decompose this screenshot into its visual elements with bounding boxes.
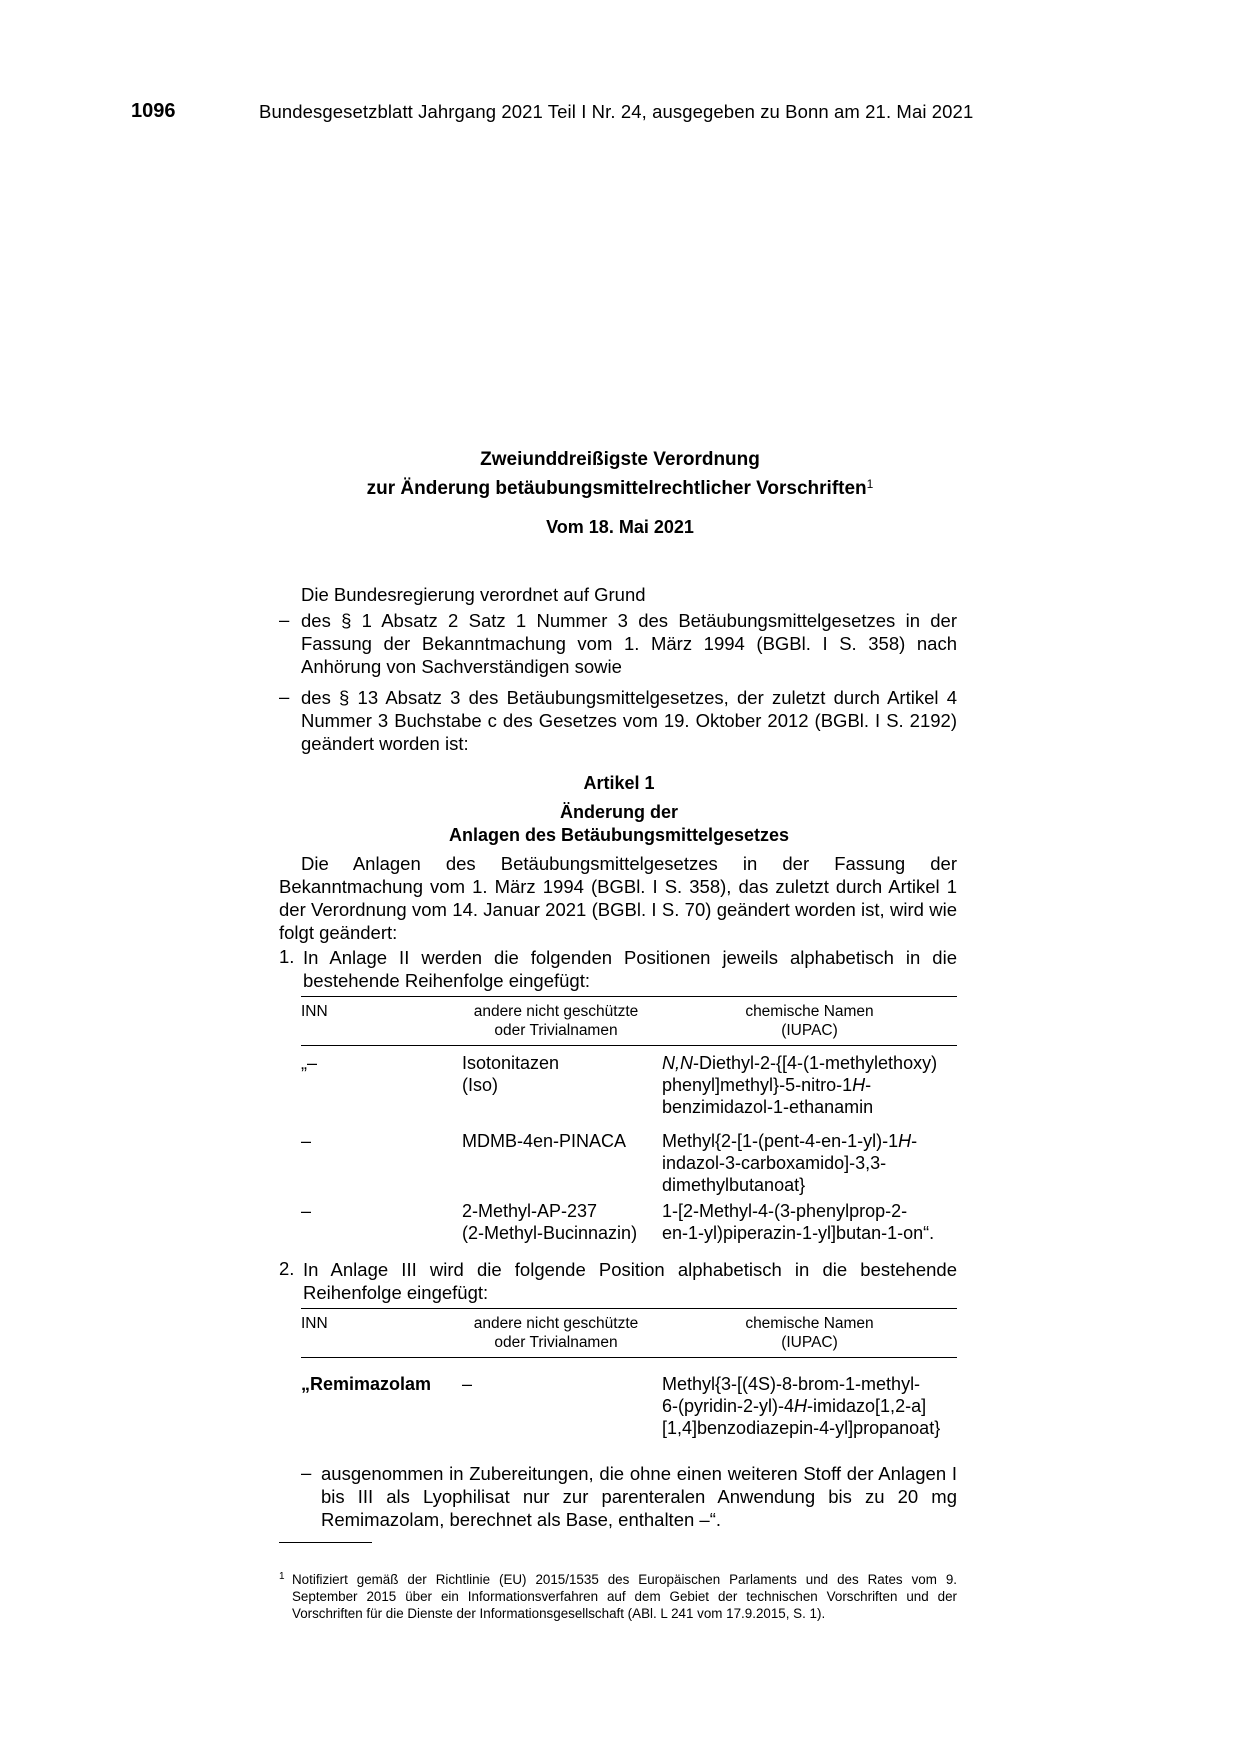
item-number: 1.	[279, 946, 295, 967]
footnote-separator	[279, 1542, 372, 1543]
table-rule	[301, 996, 957, 997]
table-cell-chemical: Methyl{3-[(4S)-8-brom-1-methyl- 6-(pyridin-2-yl)-4H-imidazo[1,2-a] [1,4]benzodiazepin-4-yl]propanoat}	[662, 1374, 941, 1438]
table-cell-other: 2-Methyl-AP-237 (2-Methyl-Bucinnazin)	[462, 1201, 638, 1243]
table-cell-inn: –	[301, 1201, 312, 1221]
table-cell-chemical: N,N-Diethyl-2-{[4-(1-methylethoxy) phenyl]methyl}-5-nitro-1H- benzimidazol-1-ethanamin	[662, 1053, 938, 1117]
footnote-reference: 1	[866, 477, 874, 491]
footnote	[279, 1571, 957, 1622]
document-date: Vom 18. Mai 2021	[546, 517, 694, 537]
column-header-other-names: andere nicht geschützte oder Trivialnamen	[473, 1315, 639, 1351]
preamble-intro: Die Bundesregierung verordnet auf Grund	[301, 584, 646, 605]
column-header-inn: INN	[301, 1315, 328, 1332]
article-subtitle: Änderung der	[559, 802, 678, 822]
exception-text: ausgenommen in Zubereitungen, die ohne einen weiteren Stoff der Anlagen I bis III als Lyophilisat nur zur parenteralen Anwendung bis zu 20 mg Remimazolam, berechnet als Base, enthalten –“.	[321, 1463, 957, 1530]
preamble-item	[279, 609, 957, 678]
dash-marker: –	[279, 609, 290, 630]
running-head: Bundesgesetzblatt Jahrgang 2021 Teil I Nr. 24, ausgegeben zu Bonn am 21. Mai 2021	[259, 101, 974, 122]
document-title	[280, 447, 960, 501]
item-text: In Anlage II werden die folgenden Positionen jeweils alphabetisch in die bestehende Reihenfolge eingefügt:	[303, 947, 957, 991]
article-body: Die Anlagen des Betäubungsmittelgesetzes in der Fassung der Bekanntmachung vom 1. März 1994 (BGBl. I S. 358), das zuletzt durch Artikel 1 der Verordnung vom 14. Januar 2021 (BGBl. I S. 70) geändert worden ist, wird wie folgt geändert:	[279, 853, 957, 943]
article-subtitle: Anlagen des Betäubungsmittelgesetzes	[448, 825, 790, 845]
footnote-mark: 1	[279, 1571, 285, 1582]
preamble-item	[279, 686, 957, 755]
table-cell-other: Isotonitazen (Iso)	[462, 1053, 560, 1095]
table-rule	[301, 1308, 957, 1309]
table-cell-other: –	[462, 1374, 473, 1394]
table-rule	[301, 1045, 957, 1046]
numbered-item	[279, 1258, 957, 1304]
preamble-item-text: des § 13 Absatz 3 des Betäubungsmittelgesetzes, der zuletzt durch Artikel 4 Nummer 3 Buchstabe c des Gesetzes vom 19. Oktober 2012 (BGBl. I S. 2192) geändert worden ist:	[301, 687, 957, 754]
item-number: 2.	[279, 1258, 295, 1279]
table-cell-inn: „Remimazolam	[301, 1374, 432, 1394]
column-header-inn: INN	[301, 1003, 328, 1020]
item-text: In Anlage III wird die folgende Position alphabetisch in die bestehende Reihenfolge eingefügt:	[303, 1259, 957, 1303]
table-rule	[301, 1357, 957, 1358]
numbered-item	[279, 946, 957, 992]
footnote-text: Notifiziert gemäß der Richtlinie (EU) 2015/1535 des Europäischen Parlaments und des Rates vom 9. September 2015 über ein Informationsverfahren auf dem Gebiet der technischen Vorschriften und der Vorschriften für die Dienste der Informationsgesellschaft (ABl. L 241 vom 17.9.2015, S. 1).	[292, 1572, 957, 1621]
page-number: 1096	[131, 100, 176, 122]
title-line-1: Zweiunddreißigste Verordnung	[480, 449, 760, 470]
dash-marker: –	[279, 686, 290, 707]
column-header-chemical-names: chemische Namen (IUPAC)	[745, 1003, 874, 1039]
dash-marker: –	[301, 1462, 312, 1483]
column-header-chemical-names: chemische Namen (IUPAC)	[745, 1315, 874, 1351]
title-line-2: zur Änderung betäubungsmittelrechtlicher Vorschriften$^1$	[366, 477, 874, 499]
table-cell-other: MDMB-4en-PINACA	[462, 1131, 627, 1151]
column-header-other-names: andere nicht geschützte oder Trivialnamen	[473, 1003, 639, 1039]
exception-clause	[301, 1462, 957, 1531]
article-title: Artikel 1	[583, 773, 655, 793]
preamble-item-text: des § 1 Absatz 2 Satz 1 Nummer 3 des Betäubungsmittelgesetzes in der Fassung der Bekanntmachung vom 1. März 1994 (BGBl. I S. 358) nach Anhörung von Sachverständigen sowie	[301, 610, 957, 677]
table-cell-chemical: 1-[2-Methyl-4-(3-phenylprop-2- en-1-yl)piperazin-1-yl]butan-1-on“.	[662, 1201, 935, 1243]
table-cell-inn: „–	[301, 1053, 318, 1073]
table-cell-chemical: Methyl{2-[1-(pent-4-en-1-yl)-1H- indazol-3-carboxamido]-3,3- dimethylbutanoat}	[662, 1131, 918, 1195]
table-cell-inn: –	[301, 1131, 312, 1151]
